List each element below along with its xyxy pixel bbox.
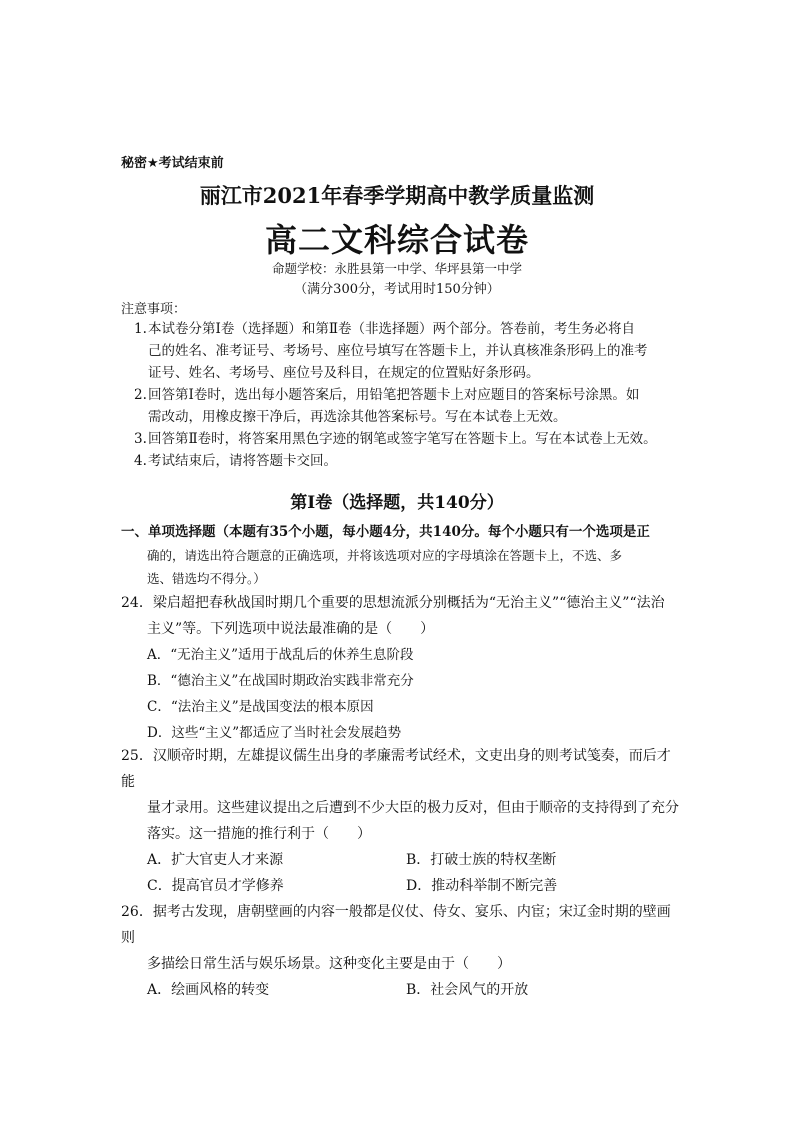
option-c: C．“法治主义”是战国变法的根本原因 bbox=[147, 699, 374, 715]
option-b: B．社会风气的开放 bbox=[406, 982, 529, 998]
option-row bbox=[121, 873, 681, 899]
notice-line: 己的姓名、准考证号、考场号、座位号填写在答题卡上，并认真核准条形码上的准考 bbox=[148, 343, 648, 359]
question-stem: 24．梁启超把春秋战国时期几个重要的思想流派分别概括为“无治主义”“德治主义”“法治 bbox=[121, 595, 665, 611]
option-c: C．提高官员才学修养 bbox=[147, 878, 284, 894]
question-25 bbox=[121, 743, 681, 899]
notice-item bbox=[134, 384, 679, 428]
question-26 bbox=[121, 899, 681, 1003]
exam-title-line1: 丽江市2021年春季学期高中教学质量监测 bbox=[199, 183, 595, 208]
option-b: B．打破士族的特权垄断 bbox=[406, 852, 557, 868]
notice-line: 本试卷分第Ⅰ卷（选择题）和第Ⅱ卷（非选择题）两个部分。答卷前，考生务必将自 bbox=[148, 321, 636, 337]
question-stem: 25．汉顺帝时期，左雄提议儒生出身的孝廉需考试经术，文吏出身的则考试笺奏，而后才能 bbox=[121, 748, 671, 790]
question-stem: 主义”等。下列选项中说法最准确的是（ ） bbox=[147, 621, 435, 637]
option-row bbox=[121, 977, 681, 1003]
score-time-info: （满分300分，考试用时150分钟） bbox=[294, 282, 500, 297]
notice-item bbox=[134, 318, 679, 384]
option-row bbox=[121, 847, 681, 873]
notice-line: 回答第Ⅰ卷时，选出每小题答案后，用铅笔把答题卡上对应题目的答案标号涂黑。如 bbox=[148, 387, 640, 403]
option-b: B．“德治主义”在战国时期政治实践非常充分 bbox=[147, 673, 414, 689]
notice-item bbox=[134, 428, 679, 450]
option-a: A．“无治主义”适用于战乱后的休养生息阶段 bbox=[147, 647, 414, 663]
part-head: 一、单项选择题（本题有35个小题，每小题4分，共140分。每个小题只有一个选项是正 bbox=[121, 524, 650, 540]
notice-item-number: 2. bbox=[134, 387, 147, 403]
notice-item-number: 3. bbox=[134, 431, 147, 447]
option-a: A．扩大官吏人才来源 bbox=[147, 852, 284, 868]
notice-line: 考试结束后，请将答题卡交回。 bbox=[148, 453, 337, 469]
question-stem: 26．据考古发现，唐朝壁画的内容一般都是仪仗、侍女、宴乐、内宦；宋辽金时期的壁画则 bbox=[121, 904, 671, 946]
question-stem: 落实。这一措施的推行利于（ ） bbox=[147, 826, 371, 842]
notice-item-number: 1. bbox=[134, 321, 147, 337]
notice-title: 注意事项： bbox=[121, 302, 187, 317]
part-line: 选、错选均不得分。） bbox=[147, 571, 266, 586]
section-title: 第Ⅰ卷（选择题，共140分） bbox=[290, 493, 504, 513]
question-stem: 多描绘日常生活与娱乐场景。这种变化主要是由于（ ） bbox=[147, 956, 511, 972]
notice-line: 需改动，用橡皮擦干净后，再选涂其他答案标号。写在本试卷上无效。 bbox=[148, 409, 567, 425]
part-instructions bbox=[121, 521, 681, 590]
notice-line: 回答第Ⅱ卷时，将答案用黑色字迹的钢笔或签字笔写在答题卡上。写在本试卷上无效。 bbox=[148, 431, 657, 447]
notice-item-number: 4. bbox=[134, 453, 147, 469]
setter-schools: 命题学校：永胜县第一中学、华坪县第一中学 bbox=[271, 261, 522, 276]
notice-item bbox=[134, 450, 679, 472]
option-a: A．绘画风格的转变 bbox=[147, 982, 270, 998]
part-line: 确的，请选出符合题意的正确选项，并将该选项对应的字母填涂在答题卡上，不选、多 bbox=[147, 548, 623, 563]
notice-list bbox=[134, 318, 679, 472]
option-d: D．这些“主义”都适应了当时社会发展趋势 bbox=[147, 725, 402, 741]
option-d: D．推动科举制不断完善 bbox=[406, 878, 558, 894]
notice-line: 证号、姓名、考场号、座位号及科目，在规定的位置贴好条形码。 bbox=[148, 365, 540, 381]
question-24 bbox=[121, 590, 681, 746]
question-stem: 量才录用。这些建议提出之后遭到不少大臣的极力反对，但由于顺帝的支持得到了充分 bbox=[147, 800, 679, 816]
secret-label: 秘密★考试结束前 bbox=[121, 156, 224, 171]
exam-title-line2: 高二文科综合试卷 bbox=[264, 221, 529, 259]
